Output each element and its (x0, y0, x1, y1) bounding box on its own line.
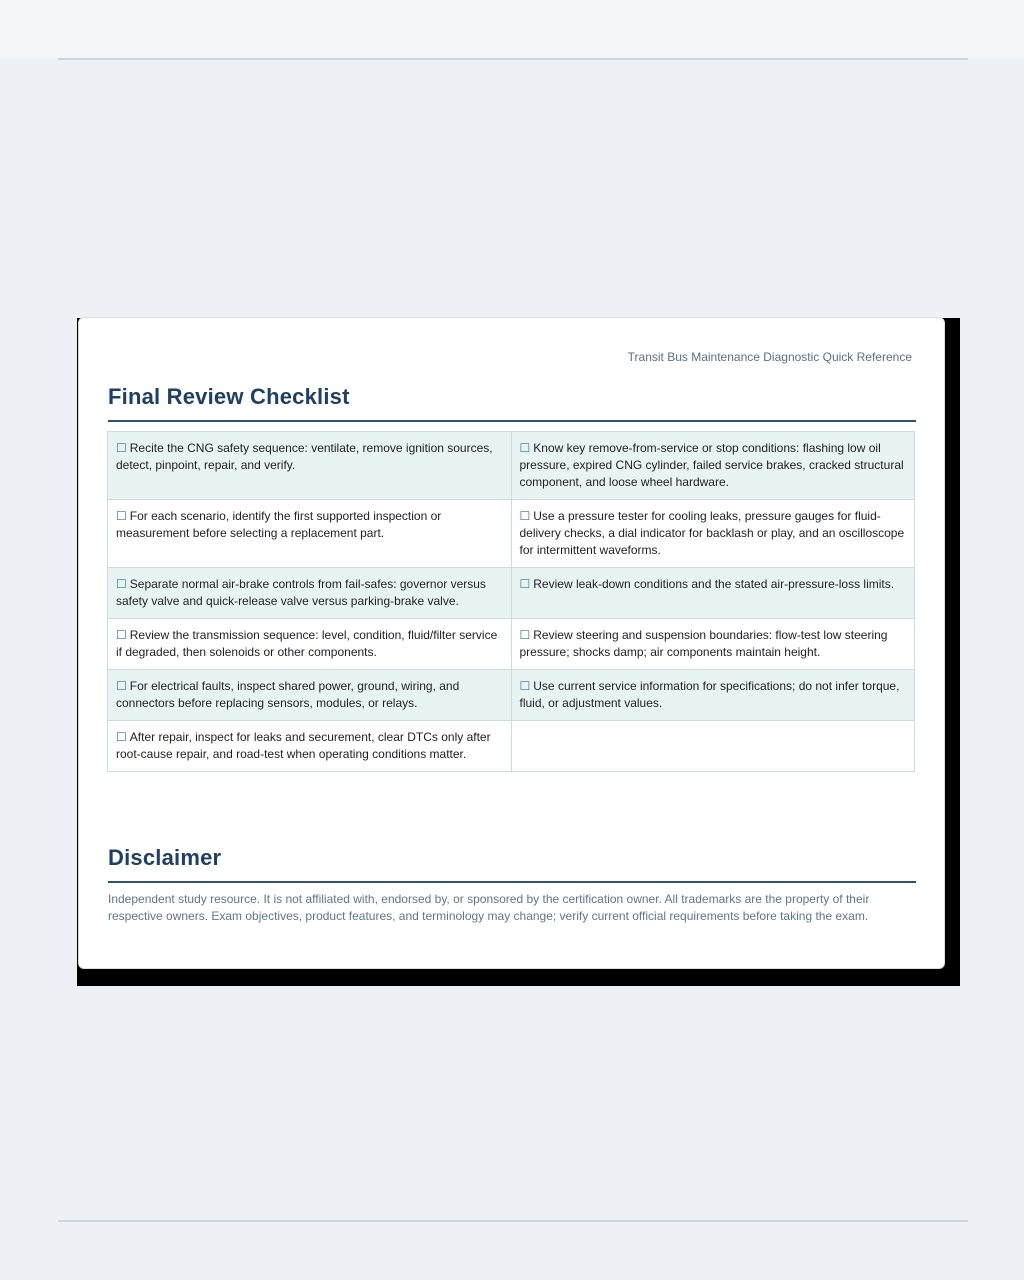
checklist-item-text: After repair, inspect for leaks and securement, clear DTCs only after root-cause repair, and road-test when operating conditions matter. (116, 730, 491, 761)
bottom-divider (58, 1220, 968, 1222)
checklist-row (108, 432, 915, 500)
checklist-cell (511, 432, 915, 500)
top-divider (58, 58, 968, 60)
checkbox-icon[interactable]: ☐ (519, 441, 531, 455)
checklist-item-text: Separate normal air-brake controls from fail-safes: governor versus safety valve and quick-release valve versus parking-brake valve. (116, 577, 486, 608)
checklist-cell (108, 721, 512, 772)
checklist-title-rule (108, 420, 916, 422)
checklist-cell (108, 568, 512, 619)
disclaimer-title-rule (108, 881, 916, 883)
checklist-row (108, 670, 915, 721)
checklist-item-text: Know key remove-from-service or stop conditions: flashing low oil pressure, expired CNG cylinder, failed service brakes, cracked structural component, and loose wheel hardware. (519, 441, 904, 489)
running-head: Transit Bus Maintenance Diagnostic Quick Reference (627, 350, 912, 364)
checklist-cell (511, 500, 915, 568)
checkbox-icon[interactable]: ☐ (116, 577, 127, 591)
checklist-item-text: Recite the CNG safety sequence: ventilate, remove ignition sources, detect, pinpoint, repair, and verify. (116, 441, 493, 472)
checkbox-icon[interactable]: ☐ (116, 679, 127, 693)
top-band (0, 0, 1024, 58)
checklist-cell (108, 500, 512, 568)
checkbox-icon[interactable]: ☐ (116, 628, 127, 642)
checkbox-icon[interactable]: ☐ (116, 730, 127, 744)
checklist-item-text: For electrical faults, inspect shared power, ground, wiring, and connectors before replacing sensors, modules, or relays. (116, 679, 460, 710)
checklist-cell (511, 670, 915, 721)
checklist-item-text: Review the transmission sequence: level, condition, fluid/filter service if degraded, then solenoids or other components. (116, 628, 498, 659)
checklist-row (108, 619, 915, 670)
checklist-title: Final Review Checklist (108, 384, 350, 409)
checklist-row (108, 568, 915, 619)
document-page (78, 317, 945, 969)
checkbox-icon[interactable]: ☐ (116, 441, 127, 455)
checklist-cell (108, 670, 512, 721)
checklist-cell (108, 432, 512, 500)
checklist-item-text: Use current service information for specifications; do not infer torque, fluid, or adjustment values. (519, 679, 900, 710)
checklist-row (108, 500, 915, 568)
checkbox-icon[interactable]: ☐ (116, 509, 127, 523)
checklist-cell (108, 619, 512, 670)
checklist-item-text: Review leak-down conditions and the stated air-pressure-loss limits. (533, 577, 895, 591)
checklist-item-text: Use a pressure tester for cooling leaks, pressure gauges for fluid-delivery checks, a dial indicator for backlash or play, and an oscilloscope for intermittent waveforms. (519, 509, 905, 557)
disclaimer-text: Independent study resource. It is not affiliated with, endorsed by, or sponsored by the certification owner. All trademarks are the property of their respective owners. Exam objectives, product features, and terminology may change; verify current official requirements before taking the exam. (108, 892, 870, 923)
checklist-row (108, 721, 915, 772)
checklist-item-text: For each scenario, identify the first supported inspection or measurement before selecting a replacement part. (116, 509, 442, 540)
checklist-table (107, 431, 915, 772)
checkbox-icon[interactable]: ☐ (519, 577, 531, 591)
checklist-cell (511, 568, 915, 619)
checklist-cell (511, 721, 915, 772)
checkbox-icon[interactable]: ☐ (519, 679, 531, 693)
disclaimer-title: Disclaimer (108, 845, 222, 870)
checkbox-icon[interactable]: ☐ (519, 509, 531, 523)
checkbox-icon[interactable]: ☐ (519, 628, 531, 642)
checklist-item-text: Review steering and suspension boundaries: flow-test low steering pressure; shocks damp; air components maintain height. (519, 628, 888, 659)
checklist-cell (511, 619, 915, 670)
